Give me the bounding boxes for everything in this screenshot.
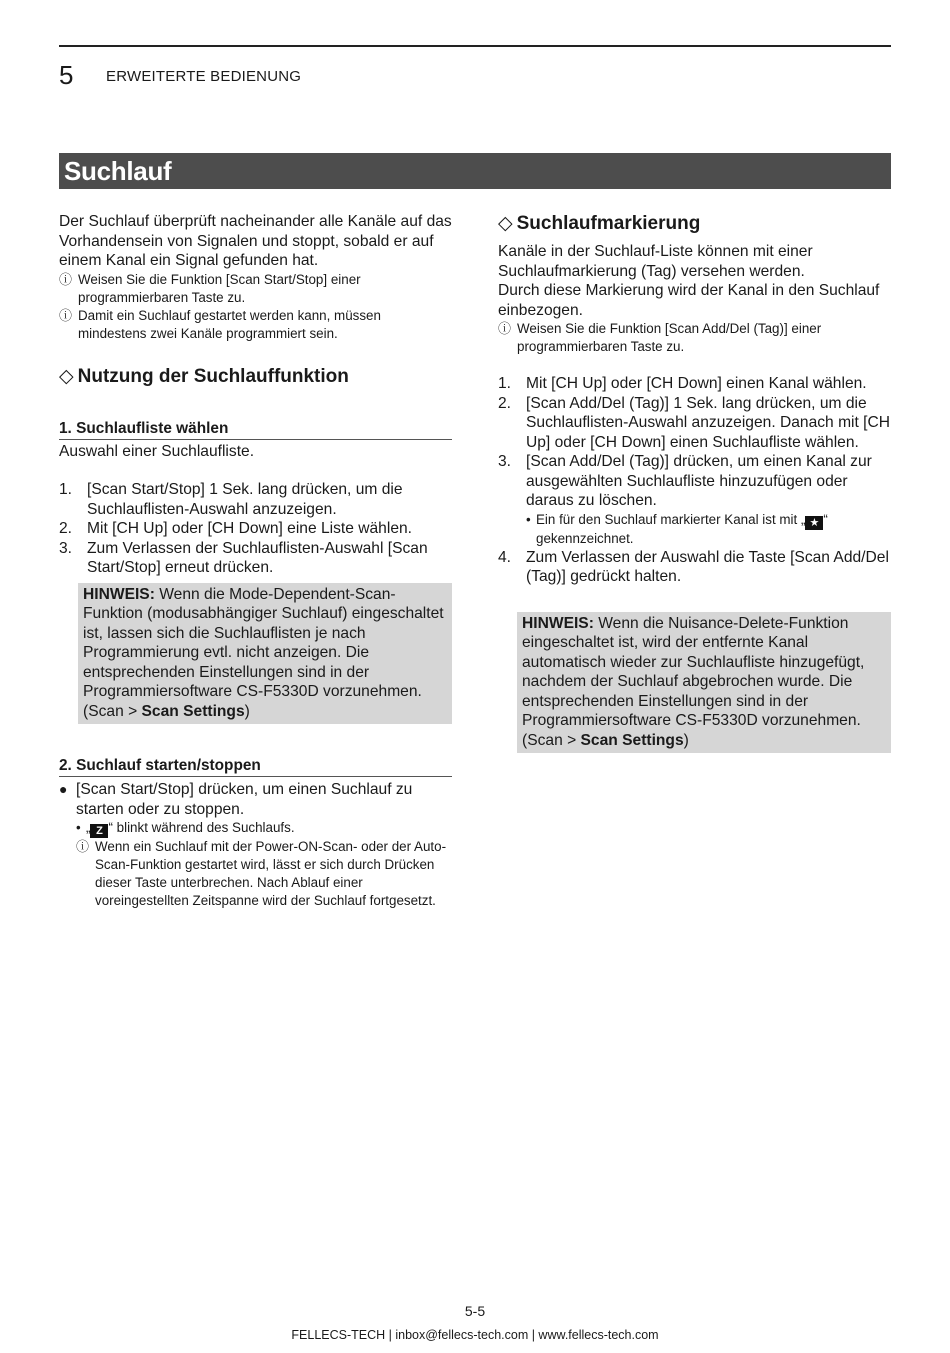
chapter-number: 5 [59,60,74,90]
list-item: 3. [Scan Add/Del (Tag)] drücken, um einen Kanal zur ausgewählten Suchlaufliste hinzuzufügen oder daraus zu löschen. • Ein für den Suchlauf markierter Kanal ist mit „ ★ “ gekennzeichnet. [498,452,891,548]
list-item: 1. Mit [CH Up] oder [CH Down] einen Kanal wählen. [498,375,867,392]
info-note: ⓘ Weisen Sie die Funktion [Scan Add/Del (Tag)] einer programmierbaren Taste zu. [498,321,822,354]
chapter-title: ERWEITERTE BEDIENUNG [106,68,302,85]
info-icon: ⓘ [498,321,512,336]
header-rule [59,45,891,47]
info-note: ⓘ Weisen Sie die Funktion [Scan Start/Stop] einer programmierbaren Taste zu. [59,271,361,305]
section-title: Suchlauf [59,153,891,189]
intro-paragraph: Der Suchlauf überprüft nacheinander alle Kanäle auf das Vorhandensein von Signalen und stoppt, sobald er auf einem Kanal ein Signal gefunden hat. [59,213,452,269]
star-tag-icon: ★ [805,516,823,530]
list-item: 4. Zum Verlassen der Auswahl die Taste [Scan Add/Del (Tag)] gedrückt halten. [498,548,889,585]
scan-indicator-icon: Z [90,824,108,838]
subheading-liste-waehlen: 1. Suchlaufliste wählen [59,419,452,440]
markierung-para-1: Kanäle in der Suchlauf-Liste können mit einer Suchlaufmarkierung (Tag) versehen werden. [498,243,813,280]
left-column [59,212,452,910]
footer-contact: FELLECS-TECH | inbox@fellecs-tech.com | www.fellecs-tech.com [291,1328,659,1342]
right-column [498,212,891,753]
markierung-steps [498,374,891,587]
markierung-para-2: Durch diese Markierung wird der Kanal in den Suchlauf einbezogen. [498,282,880,319]
bullet-item: ● [Scan Start/Stop] drücken, um einen Suchlauf zu starten oder zu stoppen. [59,781,413,818]
info-note: ⓘ Damit ein Suchlauf gestartet werden kann, müssen mindestens zwei Kanäle programmiert sein. [59,307,381,341]
tag-marker-note: • Ein für den Suchlauf markierter Kanal ist mit „ ★ “ gekennzeichnet. [526,511,828,546]
diamond-icon: ◇ [59,365,74,387]
sub1-steps [59,480,452,578]
info-icon: ⓘ [59,271,73,287]
diamond-icon: ◇ [498,213,513,234]
sub1-description: Auswahl einer Suchlaufliste. [59,442,255,460]
info-icon: ⓘ [59,307,73,323]
list-item: 3. Zum Verlassen der Suchlauflisten-Auswahl [Scan Start/Stop] erneut drücken. [59,539,428,576]
list-item: 1. [Scan Start/Stop] 1 Sek. lang drücken, um die Suchlauflisten-Auswahl anzuzeigen. [59,481,403,518]
bullet-icon: ● [59,781,68,797]
info-icon: ⓘ [76,839,90,854]
list-item: 2. Mit [CH Up] oder [CH Down] eine Liste wählen. [59,520,413,537]
list-item: 2. [Scan Add/Del (Tag)] 1 Sek. lang drücken, um die Suchlauflisten-Auswahl anzuzeigen. Danach mit [CH Up] oder [CH Down] einen Suchlaufliste wählen. [498,394,891,451]
hinweis-box-1: HINWEIS: Wenn die Mode-Dependent-Scan-Funktion (modusabhängiger Suchlauf) eingeschaltet ist, lassen sich die Suchlauflisten je nach Programmierung evtl. nicht anzeigen. Die entsprechenden Einstellungen sind in der Programmiersoftware CS-F5330D vorzunehmen. (Scan > Scan Settings) [78,583,452,725]
hinweis-box-2: HINWEIS: Wenn die Nuisance-Delete-Funktion eingeschaltet ist, wird der entfernte Kanal automatisch wieder zur Suchlaufliste hinzugefügt, nachdem der Suchlauf abgebrochen wurde. Die entsprechenden Einstellungen sind in der Programmiersoftware CS-F5330D vorzunehmen. (Scan > Scan Settings) [517,612,891,754]
heading-suchlaufmarkierung: ◇ Suchlaufmarkierung [498,213,701,234]
info-note: ⓘ Wenn ein Suchlauf mit der Power-ON-Scan- oder der Auto-Scan-Funktion gestartet wird, lässt er sich durch Drücken dieser Taste unterbrechen. Nach Ablauf einer voreingestellten Zeitspanne wird der Suchlauf fortgesetzt. [76,839,447,908]
scan-indicator-note: • „ Z “ blinkt während des Suchlaufs. [76,820,295,837]
page-number: 5-5 [464,1303,486,1319]
heading-nutzung: ◇ Nutzung der Suchlauffunktion [59,365,349,387]
subheading-starten-stoppen: 2. Suchlauf starten/stoppen [59,756,452,777]
